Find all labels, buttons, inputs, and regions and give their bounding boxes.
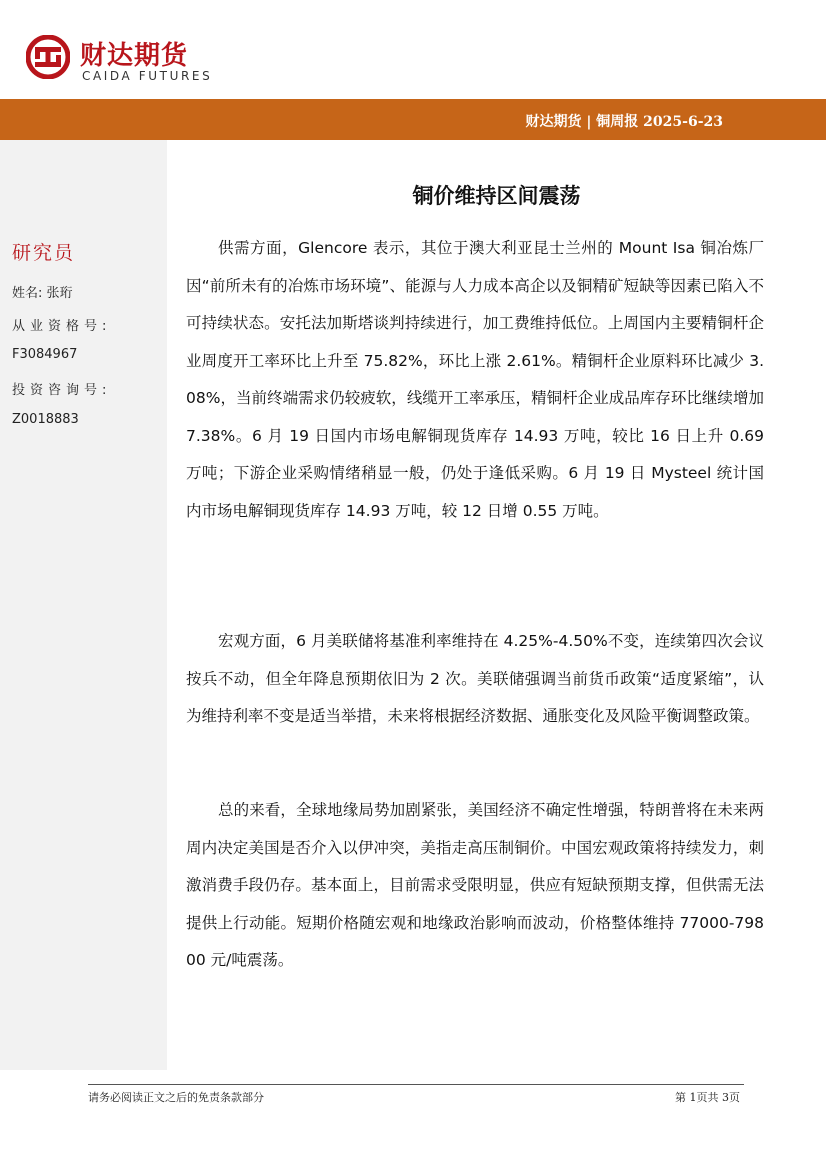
analyst-sidebar xyxy=(0,140,167,1070)
qualification-number: F3084967 xyxy=(12,347,78,362)
qualification-label: 从业资格号: xyxy=(12,319,112,334)
logo-chinese-name: 财达期货 xyxy=(80,41,189,71)
logo-english-name: CAIDA FUTURES xyxy=(82,69,213,83)
report-banner xyxy=(0,99,826,140)
researcher-heading: 研究员 xyxy=(12,242,76,264)
researcher-name: 姓名: 张珩 xyxy=(12,286,73,301)
footer-disclaimer: 请务必阅读正文之后的免责条款部分 xyxy=(88,1091,264,1104)
paragraph-summary: 总的来看，全球地缘局势加剧紧张，美国经济不确定性增强，特朗普将在未来两周内决定美国是否介入以伊冲突，美指走高压制铜价。中国宏观政策将持续发力，刺激消费手段仍存。基本面上，目前需求受限明显，供应有短缺预期支撑，但供需无法提供上行动能。短期价格随宏观和地缘政治影响而波动，价格整体维持 77000-79800 元/吨震荡。 xyxy=(186,801,764,969)
caida-logo-icon xyxy=(26,35,70,79)
paragraph-macro: 宏观方面，6 月美联储将基准利率维持在 4.25%-4.50%不变，连续第四次会议按兵不动，但全年降息预期依旧为 2 次。美联储强调当前货币政策“适度紧缩”，认为维持利率不变是适当举措，未来将根据经济数据、通胀变化及风险平衡调整政策。 xyxy=(186,632,764,725)
paragraph-supply-demand: 供需方面，Glencore 表示，其位于澳大利亚昆士兰州的 Mount Isa 铜冶炼厂因“前所未有的冶炼市场环境”、能源与人力成本高企以及铜精矿短缺等因素已陷入不可持续状态。安托法加斯塔谈判持续进行，加工费维持低位。上周国内主要精铜杆企业周度开工率环比上升至 75.82%，环比上涨 2.61%。精铜杆企业原料环比减少 3.08%，当前终端需求仍较疲软，线缆开工率承压，精铜杆企业成品库存环比继续增加 7.38%。6 月 19 日国内市场电解铜现货库存 14.93 万吨，较比 16 日上升 0.69 万吨；下游企业采购情绪稍显一般，仍处于逢低采购。6 月 19 日 Mysteel 统计国内市场电解铜现货库存 14.93 万吨，较 12 日增 0.55 万吨。 xyxy=(186,239,764,520)
consult-number: Z0018883 xyxy=(12,412,79,427)
company-logo xyxy=(26,33,216,87)
banner-title: 财达期货 | 铜周报 2025-6-23 xyxy=(525,114,723,130)
footer-divider xyxy=(88,1084,744,1085)
consult-label: 投资咨询号: xyxy=(12,383,112,398)
page-number: 第 1页共 3页 xyxy=(675,1091,740,1104)
report-title: 铜价维持区间震荡 xyxy=(412,184,581,208)
